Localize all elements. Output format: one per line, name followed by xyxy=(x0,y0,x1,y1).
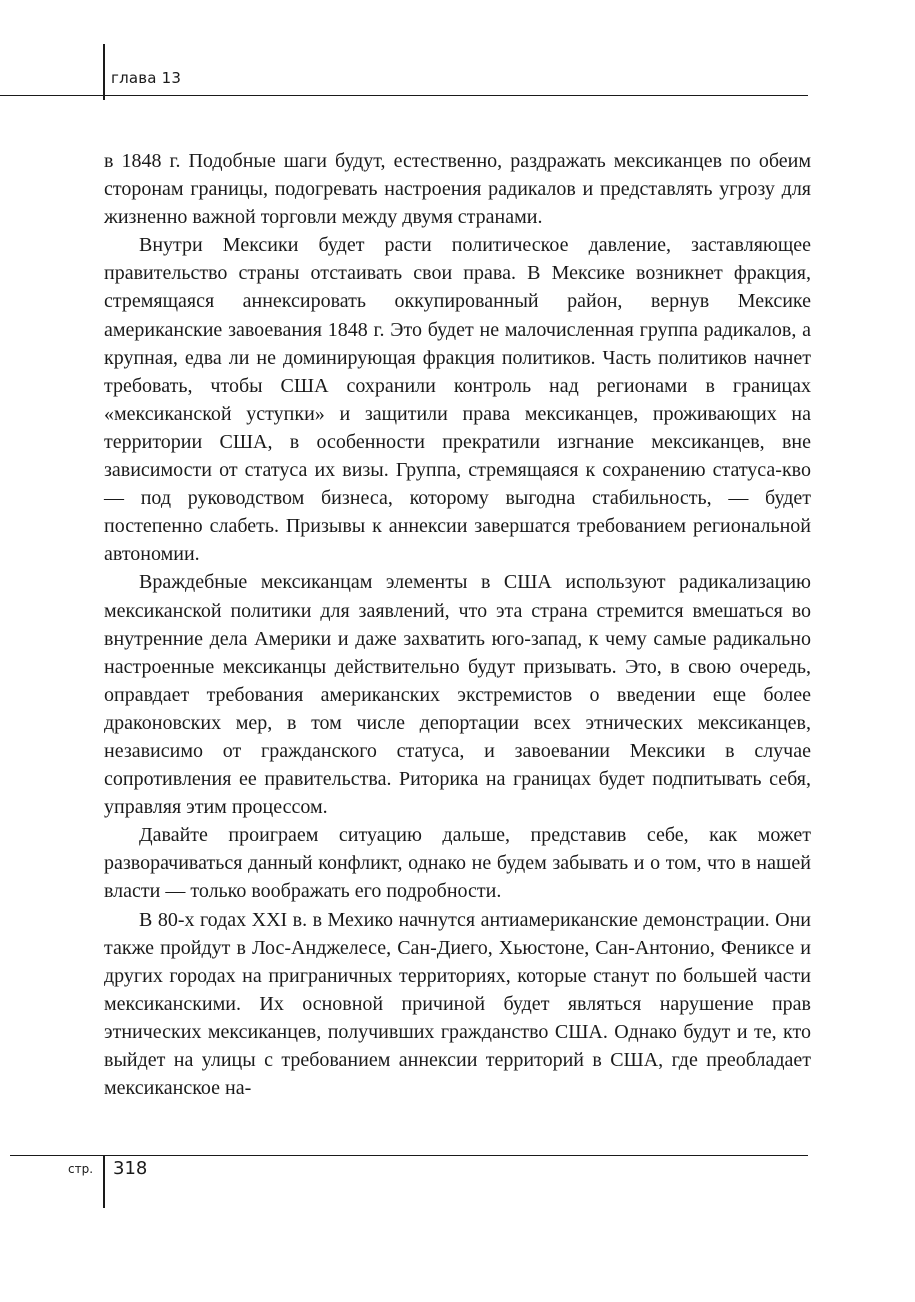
paragraph-4: Давайте проиграем ситуацию дальше, представив себе, как может разворачиваться данный конфликт, однако не будем забывать и о том, что в нашей власти — только воображать его подробности. xyxy=(104,824,811,903)
footer-horizontal-rule xyxy=(10,1155,808,1156)
paragraph-2: Внутри Мексики будет расти политическое давление, заставляющее правительство страны отстаивать свои права. В Мексике возникнет фракция, стремящаяся аннексировать оккупированный район, вернув Мексике американские завоевания 1848 г. Это будет не малочисленная группа радикалов, а крупная, едва ли не доминирующая фракция политиков. Часть политиков начнет требовать, чтобы США сохранили контроль над регионами в границах «мексиканской уступки» и защитили права мексиканцев, проживающих на территории США, в особенности прекратили изгнание мексиканцев, вне зависимости от статуса их визы. Группа, стремящаяся к сохранению статуса-кво — под руководством бизнеса, которому выгодна стабильность, — будет постепенно слабеть. Призывы к аннексии завершатся требованием региональной автономии. xyxy=(104,234,811,566)
page-number: 318 xyxy=(113,1158,148,1179)
page-prefix: стр. xyxy=(68,1162,94,1176)
paragraph-5: В 80-х годах XXI в. в Мехико начнутся антиамериканские демонстрации. Они также пройдут в Лос-Анджелесе, Сан-Диего, Хьюстоне, Сан-Антонио, Фениксе и других городах на приграничных территориях, которые станут по большей части мексиканскими. Их основной причиной будет являться нарушение прав этнических мексиканцев, получивших гражданство США. Однако будут и те, кто выйдет на улицы с требованием аннексии территорий в США, где преобладает мексиканское на- xyxy=(104,908,811,1100)
page-body xyxy=(104,147,811,1102)
footer-vertical-rule xyxy=(103,1155,105,1208)
header-vertical-rule xyxy=(103,44,105,100)
header-horizontal-rule xyxy=(0,95,808,96)
paragraph-3: Враждебные мексиканцам элементы в США используют радикализацию мексиканской политики для заявлений, что эта страна стремится вмешаться во внутренние дела Америки и даже захватить юго-запад, к чему самые радикально настроенные мексиканцы действительно будут призывать. Это, в свою очередь, оправдает требования американских экстремистов о введении еще более драконовских мер, в том числе депортации всех этнических мексиканцев, независимо от гражданского статуса, и завоевании Мексики в случае сопротивления ее правительства. Риторика на границах будет подпитывать себя, управляя этим процессом. xyxy=(104,571,811,819)
chapter-label: глава 13 xyxy=(111,69,182,87)
paragraph-1: в 1848 г. Подобные шаги будут, естественно, раздражать мексиканцев по обеим сторонам границы, подогревать настроения радикалов и представлять угрозу для жизненно важной торговли между двумя странами. xyxy=(104,150,811,229)
